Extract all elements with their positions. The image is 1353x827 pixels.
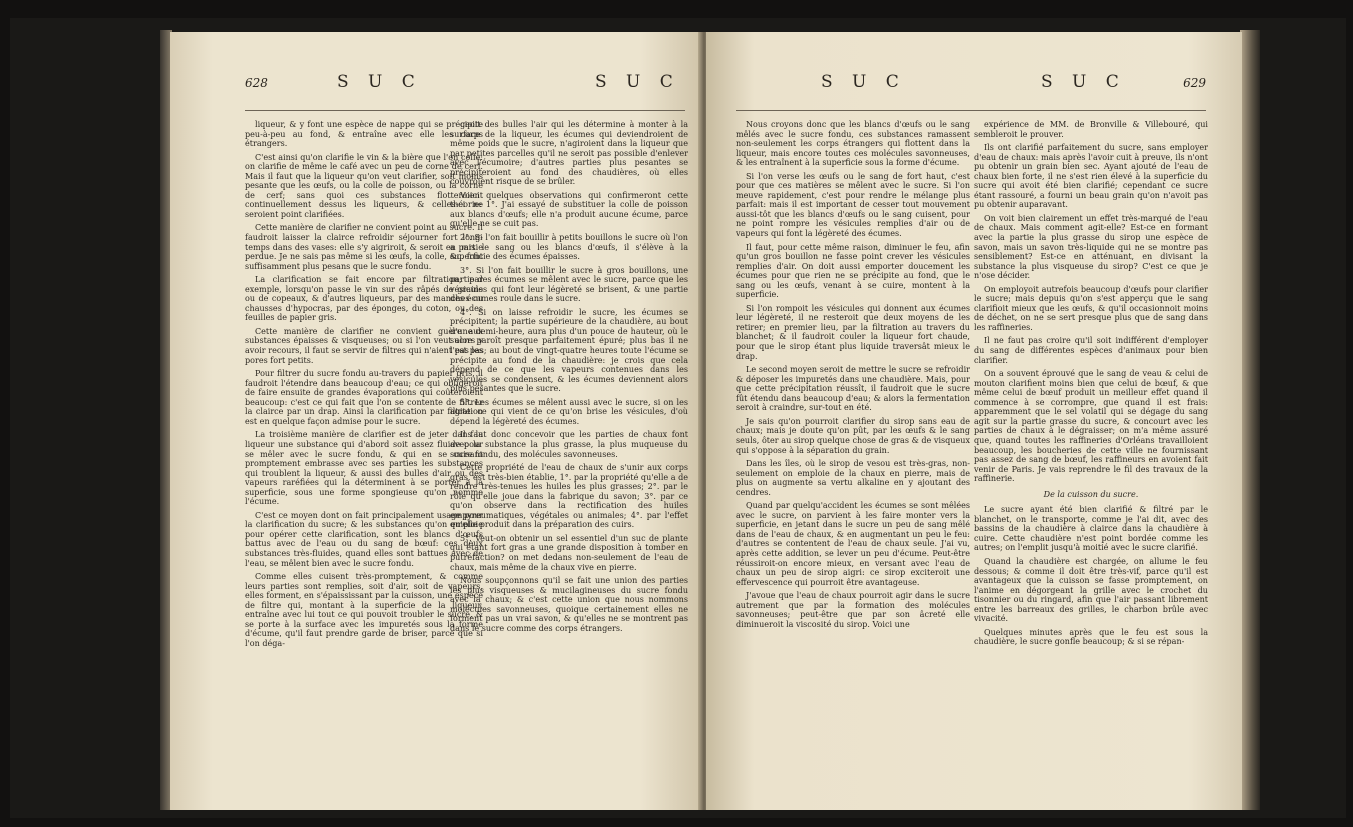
right-column-2 [974,120,1208,651]
left-column-head-2: S U C [595,72,680,92]
paragraph: Si l'on rompoit les vésicules qui donnent aux écumes leur légèreté, il ne resteroit que deux moyens de les retirer; en premier lieu, par la filtration au travers du blanchet; & il faudroit couler la liqueur fort chaude, pour que le sirop étant plus liquide traversât mieux le drap. [736,303,970,361]
paragraph: Cette manière de clarifier ne convient point au sucre. Il faudroit laisser la clairce refroidir séjourner fort long-temps dans des vases: elle s'y aigriroit, & seroit en partie perdue. Je ne sais pas même si les œufs, la colle, &c. font suffisamment plus pesans que le sucre fondu. [245,223,483,271]
paragraph: 2°. Si l'on fait bouillir à petits bouillons le sucre où l'on a mis le sang ou les blancs d'œufs, il s'élève à la superficie des écumes épaisses. [450,233,688,262]
paragraph: Le sucre ayant été bien clarifié & filtré par le blanchet, on le transporte, comme je l'ai dit, avec des bassins de la chaudière à clairce dans la chaudière à cuire. Cette chaudière n'est point bordée comme les autres; on l'emplit jusqu'à moitié avec le sucre clarifié. [974,505,1208,553]
paragraph: 4°. Si on laisse refroidir le sucre, les écumes se précipitent; la partie supérieure de la chaudière, au bout d'une demi-heure, aura plus d'un pouce de hauteur, où le sucre paroît presque parfaitement épuré; plus bas il ne l'est pas; au bout de vingt-quatre heures toute l'écume se précipite au fond de la chaudière: je crois que cela dépend de ce que les vapeurs contenues dans les vésicules se condensent, & les écumes deviennent alors plus pesantes que le sucre. [450,307,688,394]
left-page-number: 628 [245,76,268,90]
paragraph: J'avoue que l'eau de chaux pourroit agir dans le sucre autrement que par la formation des molécules savonneuses; peut-être que par son âcreté elle diminueroit la viscosité du sirop. Voici une [736,591,970,629]
paragraph: liqueur, & y font une espèce de nappe qui se précipite peu-à-peu au fond, & entraîne avec elle les corps étrangers. [245,120,483,149]
right-column-1 [736,120,970,633]
left-page [170,32,704,810]
right-page-number: 629 [1183,76,1206,90]
right-page-header [736,72,1206,94]
paragraph: 5°. Les écumes se mêlent aussi avec le sucre, si on les agite: ce qui vient de ce qu'on brise les vésicules, d'où dépend la légèreté des écumes. [450,397,688,426]
paragraph: Quelques minutes après que le feu est sous la chaudière, le sucre gonfle beaucoup; & si se répan- [974,627,1208,647]
right-column-head-2: S U C [1041,72,1126,92]
paragraph: expérience de MM. de Bronville & Villebouré, qui sembleroit le prouver. [974,120,1208,139]
paragraph: 3°. Si l'on fait bouillir le sucre à gros bouillons, une partie des écumes se mêlent avec le sucre, parce que les vésicules qui font leur légèreté se brisent, & une partie des écumes roule dans le sucre. [450,265,688,304]
paragraph: Voici quelques observations qui confirmeront cette théorie: 1°. J'ai essayé de substituer la colle de poisson aux blancs d'œufs; elle n'a produit aucune écume, parce qu'elle ne se cuit pas. [450,190,688,229]
paragraph: Quand la chaudière est chargée, on allume le feu dessous; & comme il doit être très-vif, parce qu'il est avantageux que la cuisson se fasse promptement, on l'anime en dégorgeant la grille avec le crochet du tisonnier ou du ringard, afin que l'air passant librement entre les barreaux des grilles, le charbon brûle avec vivacité. [974,556,1208,624]
paragraph: Ils ont clarifié parfaitement du sucre, sans employer d'eau de chaux: mais après l'avoir cuit à preuve, ils n'ont pu obtenir un grain bien sec. Ayant ajouté de l'eau de chaux bien forte, il ne s'est rien élevé à la superficie du sucre qui avoit été bien clarifié; cependant ce sucre étant rassouré, a fourni un beau grain qu'on n'avoit pas pu obtenir auparavant. [974,143,1208,210]
paragraph: On a souvent éprouvé que le sang de veau & celui de mouton clarifient moins bien que celui de bœuf, & que même celui de bœuf produit un meilleur effet quand il commence à se corrompre, que quand il est frais: apparemment que le sel volatil qui se dégage du sang agit sur la partie grasse du sucre, & concourt avec les parties de chaux à le dégraisser; on m'a même assuré que, quand toutes les raffineries d'Orléans travailloient beaucoup, les boucheries de cette ville ne fournissant pas assez de sang de bœuf, les raffineurs en avoient fait venir de Paris. Je vais reprendre le fil des travaux de la raffinerie. [974,369,1208,484]
right-page [706,32,1242,810]
left-header-rule [245,110,685,111]
left-column-2 [450,120,688,637]
paragraph: Il ne faut pas croire qu'il soit indifférent d'employer du sang de différentes espèces d'animaux pour bien clarifier. [974,336,1208,365]
paragraph: Nous croyons donc que les blancs d'œufs ou le sang mêlés avec le sucre fondu, ces substances ramassent non-seulement les corps étrangers qui flottent dans la liqueur, mais encore toutes ces molécules savonneuses, & les entraînent à la superficie sous la forme d'écume. [736,120,970,168]
left-column-head-1: S U C [337,72,422,92]
paragraph: Nous soupçonnons qu'il se fait une union des parties les plus visqueuses & mucilagineuses du sucre fondu avec la chaux; & c'est cette union que nous nommons molécules savonneuses, quoique certainement elles ne forment pas un vrai savon, & qu'elles ne se montrent pas dans le sucre comme des corps étrangers. [450,576,688,633]
paragraph: Il faut donc concevoir que les parties de chaux font avec la substance la plus grasse, la plus muqueuse du sucre fondu, des molécules savonneuses. [450,430,688,459]
right-header-rule [736,110,1206,111]
paragraph: C'est ainsi qu'on clarifie le vin & la bière que l'on colle: on clarifie de même le café avec un peu de corne de cerf. Mais il faut que la liqueur qu'on veut clarifier, soit moins pesante que les œufs, ou la colle de poisson, ou la corne de cerf; sans quoi ces substances flotteroient continuellement dessus les liqueurs, & celles-ci ne seroient point clarifiées. [245,152,483,219]
paragraph: On employoit autrefois beaucoup d'œufs pour clarifier le sucre; mais depuis qu'on s'est apperçu que le sang clarifioit mieux que les œufs, & qu'il occasionnoit moins de déchet, on ne se sert presque plus que de sang dans les raffineries. [974,284,1208,332]
left-page-header [245,72,685,94]
section-heading: De la cuisson du sucre. [1043,489,1139,499]
right-column-head-1: S U C [821,72,906,92]
paragraph: Il faut, pour cette même raison, diminuer le feu, afin qu'un gros bouillon ne fasse point crever les vésicules remplies d'air. On doit aussi emporter doucement les écumes pour que rien ne se précipite au fond, que le sang ou les œufs, venant à se cuire, montent à la superficie. [736,242,970,300]
paragraph: geoit des bulles l'air qui les détermine à monter à la surface de la liqueur, les écumes qui deviendroient de même poids que le sucre, n'agiroient dans la liqueur que par petites parcelles qu'il ne seroit pas possible d'enlever avec l'écumoire; d'autres parties plus pesantes se précipiteroient au fond des chaudières, où elles couvroient risque de se brûler. [450,120,688,187]
paragraph: On voit bien clairement un effet très-marqué de l'eau de chaux. Mais comment agit-elle? Est-ce en formant avec la partie la plus grasse du sirop une espèce de savon, mais un savon très-liquide qui ne se montre pas sensiblement? Est-ce en atténuant, en divisant la substance la plus visqueuse du sirop? C'est ce que je n'ose décider. [974,213,1208,281]
paragraph: Si l'on verse les œufs ou le sang de fort haut, c'est pour que ces matières se mêlent avec le sucre. Si l'on meuve rapidement, c'est pour rendre le mélange plus parfait: mais il est important de cesser tout mouvement aussi-tôt que les blancs d'œufs ou le sang cuisent, pour ne point rompre les vésicules remplies d'air ou de vapeurs qui font la légèreté des écumes. [736,171,970,239]
paragraph: Cette manière de clarifier ne convient guère aux substances épaisses & visqueuses; ou si l'on veut alors y avoir recours, il faut se servir de filtres qui n'aient pas les pores fort petits. [245,326,483,365]
paragraph: C'est ce moyen dont on fait principalement usage pour la clarification du sucre; & les substances qu'on emploie pour opérer cette clarification, sont les blancs d'œufs battus avec de l'eau ou du sang de bœuf: ces deux substances très-fluides, quand elles sont battues avec de l'eau, se mêlent bien avec le sucre fondu. [245,510,483,568]
paragraph: La troisième manière de clarifier est de jeter dans la liqueur une substance qui d'abord soit assez fluide pour se mêler avec le sucre fondu, & qui en se cuisant promptement embrasse avec ses parties les substances qui troublent la liqueur, & aussi des bulles d'air ou des vapeurs raréfiées qui la déterminent à se porter à la superficie, sous une forme spongieuse qu'on nomme l'écume. [245,430,483,507]
paragraph: Pour filtrer du sucre fondu au-travers du papier gris, il faudroit l'étendre dans beaucoup d'eau; ce qui obligeroit de faire ensuite de grandes évaporations qui coûteroient beaucoup: c'est ce qui fait que l'on se contente de filtrer la clairce par un drap. Ainsi la clarification par filtration est en quelque façon admise pour le sucre. [245,369,483,426]
right-page-edges [1240,30,1260,810]
paragraph: Je sais qu'on pourroit clarifier du sirop sans eau de chaux; mais je doute qu'on pût, par les œufs & le sang seuls, ôter au sirop quelque chose de gras & de visqueux qui s'oppose à la séparation du grain. [736,416,970,455]
paragraph: Dans les îles, où le sirop de vesou est très-gras, non-seulement on emploie de la chaux en pierre, mais de plus on augmente sa vertu alkaline en y ajoutant des cendres. [736,459,970,497]
paragraph: Comme elles cuisent très-promptement, & comme leurs parties sont remplies, soit d'air, soit de vapeurs, elles forment, en s'épaississant par la cuisson, une espèce de filtre qui, montant à la superficie de la liqueur, entraîne avec lui tout ce qui pouvoit troubler le sucre, & se porte à la surface avec les impuretés sous la forme d'écume, qu'il faut prendre garde de briser, parce que si l'on déga- [245,572,483,648]
left-column-1 [245,120,483,652]
paragraph: Le second moyen seroit de mettre le sucre se refroidir & déposer les impuretés dans une chaudière. Mais, pour que cette précipitation réussît, il faudroit que le sucre fût étendu dans beaucoup d'eau; & alors la fermentation seroit à craindre, sur-tout en été. [736,365,970,413]
paragraph: Cette propriété de l'eau de chaux de s'unir aux corps gras, est très-bien établie, 1°. par la propriété qu'elle a de rendre très-tenues les huiles les plus grasses; 2°. par le rôle qu'elle joue dans la fabrique du savon; 3°. par ce qu'on observe dans la rectification des huiles empyreumatiques, végétales ou animales; 4°. par l'effet qu'elle produit dans la préparation des cuirs. [450,463,688,530]
paragraph: 5°. Veut-on obtenir un sel essentiel d'un suc de plante qui étant fort gras a une grande disposition à tomber en putréfaction? on met dedans non-seulement de l'eau de chaux, mais même de la chaux vive en pierre. [450,533,688,572]
paragraph: La clarification se fait encore par filtration; par exemple, lorsqu'on passe le vin sur des râpés de grains ou de copeaux, & d'autres liqueurs, par des manches ou chausses d'hypocras, par des éponges, du coton, ou des feuilles de papier gris. [245,275,483,323]
paragraph: Quand par quelqu'accident les écumes se sont mêlées avec le sucre, on parvient à les faire monter vers la superficie, en jetant dans le sucre un peu de sang mêlé dans de l'eau de chaux, & en augmentant un peu le feu: d'autres se contentent de l'eau de chaux seule. J'ai vu, après cette addition, se lever un peu d'écume. Peut-être réussiroit-on encore mieux, en versant avec l'eau de chaux un peu de sirop aigri: ce sirop exciteroit une effervescence qui pourroit être avantageuse. [736,501,970,587]
